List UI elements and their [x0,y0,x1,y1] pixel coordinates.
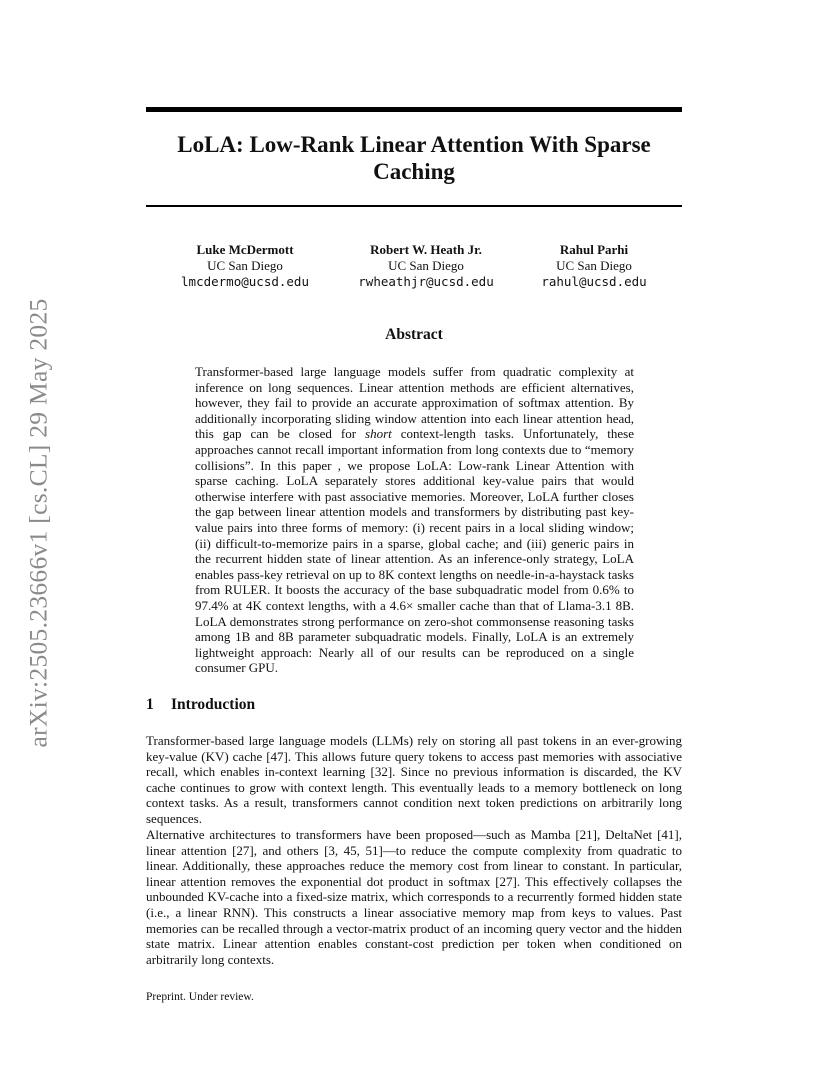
section-title: Introduction [171,696,256,713]
author-1 [170,242,320,290]
author-email: lmcdermo@ucsd.edu [181,274,309,289]
paper-title: LoLA: Low-Rank Linear Attention With Sparse Caching [177,132,651,184]
abstract-heading: Abstract [385,326,443,343]
author-affiliation: UC San Diego [388,258,464,273]
abstract-text-part-2: context-length tasks. Unfortunately, these approaches cannot recall important information from long contexts due to “memory collisions”. In this paper , we propose LoLA: Low-rank Linear Attention with sparse caching. LoLA separately stores additional key-value pairs that would otherwise interfere with past associative memories. Moreover, LoLA further closes the gap between linear attention models and transformers by distributing past key-value pairs into three forms of memory: (i) recent pairs in a local sliding window; (ii) difficult-to-memorize pairs in a sparse, global cache; and (iii) generic pairs in the recurrent hidden state of linear attention. As an inference-only strategy, LoLA enables pass-key retrieval on up to 8K context lengths on needle-in-a-haystack tasks from RULER. It boosts the accuracy of the base subquadratic model from 0.6% to 97.4% at 4K context lengths, with a 4.6× smaller cache than that of Llama-3.1 8B. LoLA demonstrates strong performance on zero-shot commonsense reasoning tasks among 1B and 8B parameter subquadratic models. Finally, LoLA is an extremely lightweight approach: Nearly all of our results can be reproduced on a single consumer GPU. [195,426,635,676]
section-number: 1 [146,696,154,713]
footer-note: Preprint. Under review. [146,991,254,1003]
intro-paragraph-1: Transformer-based large language models (LLMs) rely on storing all past tokens in an ever-growing key-value (KV) cache [47]. This allows future query tokens to access past memories with associative recall, which enables in-context learning [32]. Since no previous information is discarded, the KV cache continues to grow with context length. This eventually leads to a memory bottleneck on long context tasks. As a result, transformers cannot condition next token predictions on arbitrarily long sequences. [146,733,682,826]
arxiv-identifier-text: arXiv:2505.23666v1 [cs.CL] 29 May 2025 [24,298,54,748]
abstract-emphasis: short [365,426,392,442]
arxiv-identifier [19,283,59,763]
author-2 [342,242,510,290]
abstract-text-part-1: Transformer-based large language models suffer from quadratic complexity at inference on long sequences. Linear attention methods are efficient alternatives, however, they fail to provide an accurate approximation of softmax attention. By additionally incorporating sliding window attention into each linear attention head, this gap can be closed for [195,364,634,442]
author-email: rahul@ucsd.edu [541,274,647,289]
top-rule [146,107,682,112]
author-email: rwheathjr@ucsd.edu [358,274,494,289]
author-name: Rahul Parhi [559,242,629,257]
title-rule [146,205,682,207]
author-affiliation: UC San Diego [556,258,632,273]
intro-paragraph-2: Alternative architectures to transformers have been proposed—such as Mamba [21], DeltaNet [41], linear attention [27], and others [3, 45, 51]—to reduce the compute complexity from quadratic to linear. Additionally, these approaches reduce the memory cost from linear to constant. In particular, linear attention removes the exponential dot product in softmax [27]. This effectively collapses the unbounded KV-cache into a fixed-size matrix, which corresponds to a recurrently formed hidden state (i.e., a linear RNN). This constructs a linear associative memory map from keys to values. Past memories can be recalled through a vector-matrix product of an incoming query vector and the hidden state matrix. Linear attention enables constant-cost prediction per token when conditioned on arbitrarily long contexts. [146,827,682,967]
abstract-text [195,364,634,676]
author-3 [530,242,658,290]
section-heading [146,696,255,714]
author-affiliation: UC San Diego [207,258,283,273]
author-name: Luke McDermott [196,242,294,257]
author-name: Robert W. Heath Jr. [370,242,482,257]
